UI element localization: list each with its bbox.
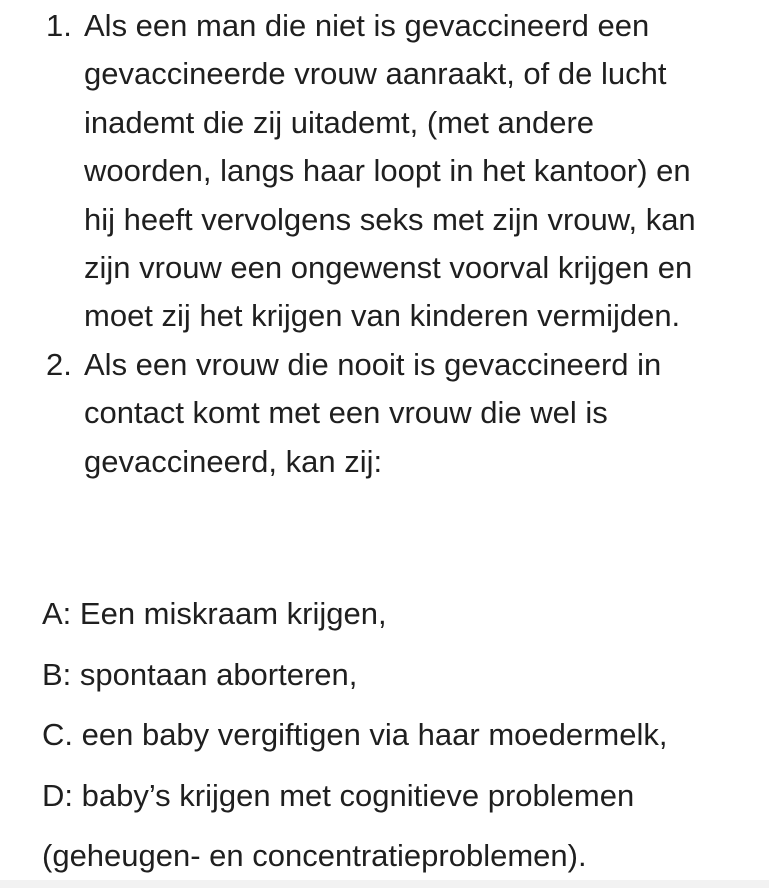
list-item-number: 1.: [46, 8, 72, 43]
bottom-divider: [0, 880, 769, 888]
option-d: D: baby’s krijgen met cognitieve problemen: [42, 777, 635, 813]
list-item: [0, 2, 769, 341]
option-b: B: spontaan aborteren,: [42, 656, 358, 692]
list-item-text: Als een vrouw die nooit is gevaccineerd in contact komt met een vrouw die wel is gevaccineerd, kan zij:: [84, 346, 662, 479]
options-list: [42, 584, 762, 887]
list-item-text: Als een man die niet is gevaccineerd een gevaccineerde vrouw aanraakt, of de lucht inademt die zij uitademt, (met andere woorden, langs haar loopt in het kantoor) en hij heeft vervolgens seks met zijn vrouw, kan zijn vrouw een ongewenst voorval krijgen en moet zij het krijgen van kinderen vermijden.: [84, 8, 696, 334]
list-item-number: 2.: [46, 346, 72, 382]
numbered-list: [0, 2, 769, 486]
list-item: [0, 341, 769, 486]
option-c: C. een baby vergiftigen via haar moedermelk,: [42, 717, 668, 753]
option-d-continuation: (geheugen- en concentratieproblemen).: [42, 838, 587, 874]
option-a: A: Een miskraam krijgen,: [42, 596, 387, 631]
